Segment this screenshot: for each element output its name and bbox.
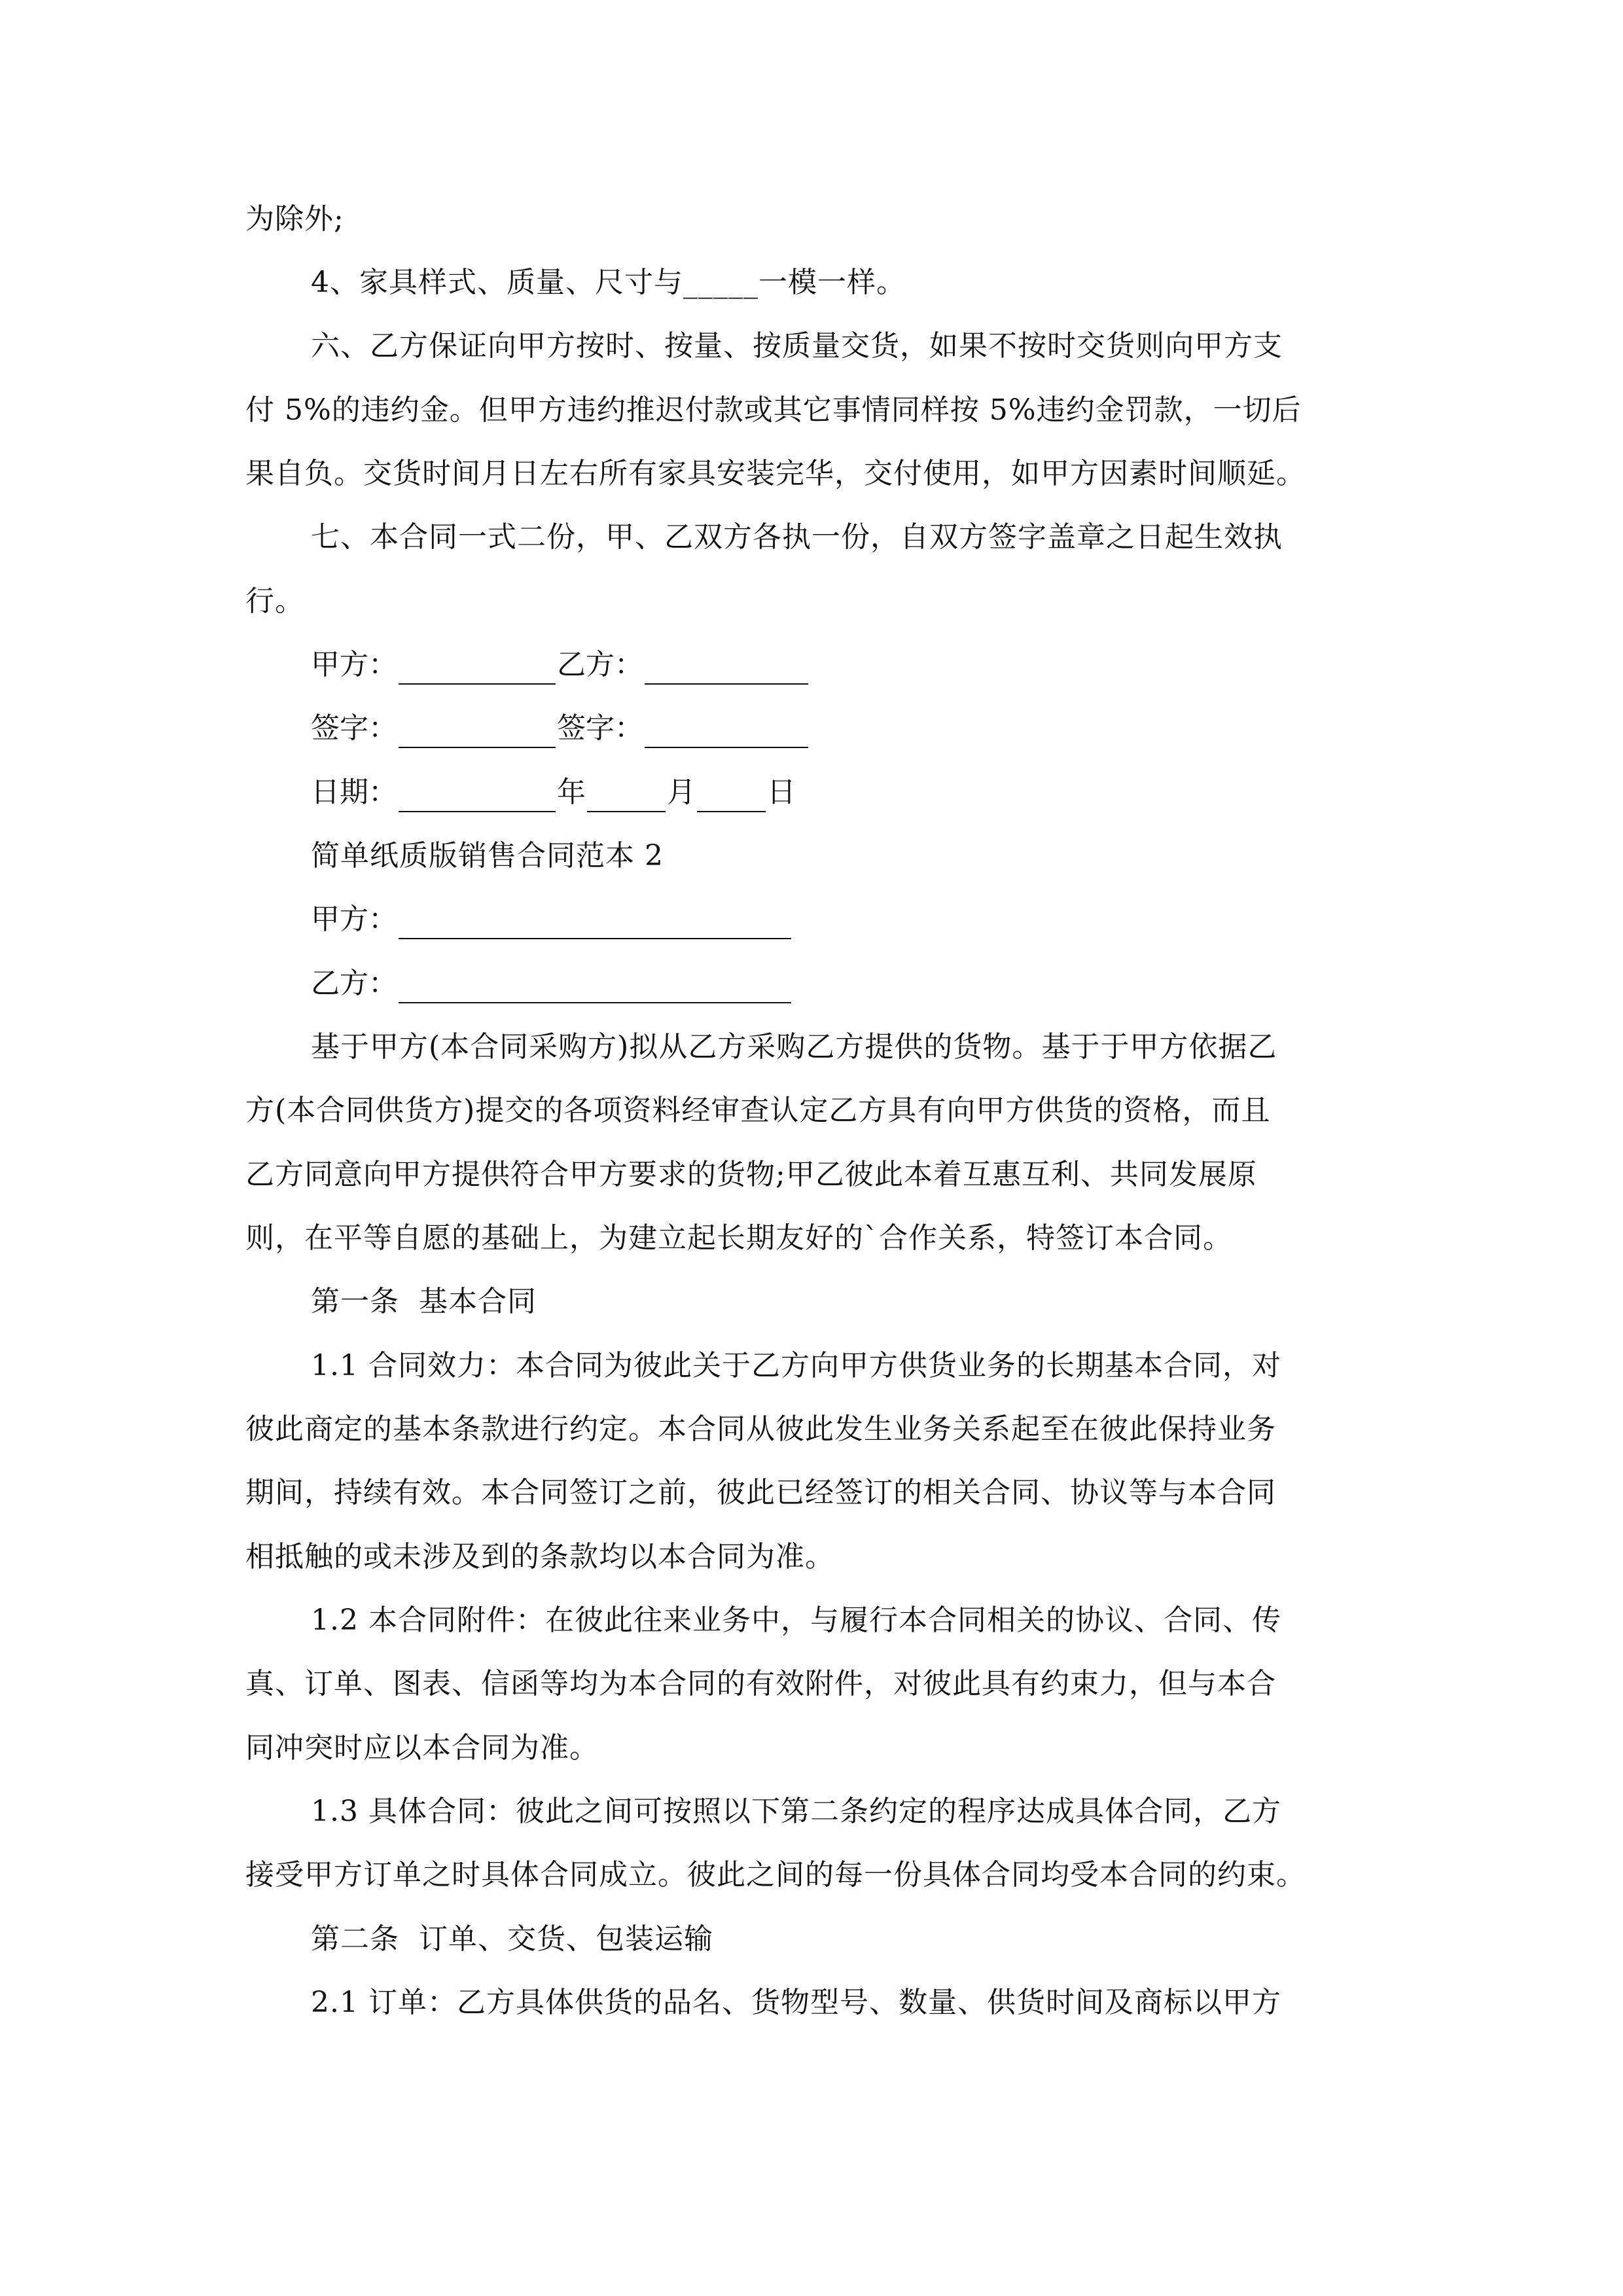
text-line: 方(本合同供货方)提交的各项资料经审查认定乙方具有向甲方供货的资格，而且 bbox=[245, 1094, 1271, 1127]
text-line: 基于甲方(本合同采购方)拟从乙方采购乙方提供的货物。基于于甲方依据乙 bbox=[311, 1030, 1277, 1064]
contract2-party-a-label: 甲方： bbox=[311, 903, 397, 936]
party-b-blank bbox=[645, 655, 808, 685]
month-label: 月 bbox=[667, 776, 696, 809]
contract2-party-b-blank bbox=[399, 973, 791, 1003]
date-row bbox=[311, 773, 796, 812]
text-line: 接受甲方订单之时具体合同成立。彼此之间的每一份具体合同均受本合同的约束。 bbox=[245, 1858, 1306, 1892]
sign-label-b: 签字： bbox=[557, 711, 643, 745]
text-line: 为除外; bbox=[245, 202, 344, 236]
text-line: 乙方同意向甲方提供符合甲方要求的货物;甲乙彼此本着互惠互利、共同发展原 bbox=[245, 1158, 1257, 1191]
text-line: 六、乙方保证向甲方按时、按量、按质量交货，如果不按时交货则向甲方支 bbox=[311, 329, 1283, 363]
party-a-blank bbox=[399, 655, 556, 685]
text-line: 1.3 具体合同：彼此之间可按照以下第二条约定的程序达成具体合同，乙方 bbox=[311, 1795, 1281, 1828]
contract2-party-a-row bbox=[311, 900, 793, 939]
month-blank bbox=[587, 782, 666, 812]
party-a-label: 甲方： bbox=[311, 648, 397, 681]
text-line: 1.2 本合同附件：在彼此往来业务中，与履行本合同相关的协议、合同、传 bbox=[311, 1604, 1281, 1637]
text-line: 付 5%的违约金。但甲方违约推迟付款或其它事情同样按 5%违约金罚款，一切后 bbox=[245, 393, 1302, 427]
section-heading: 第二条 订单、交货、包装运输 bbox=[311, 1922, 713, 1956]
year-blank bbox=[399, 782, 556, 812]
section-heading: 第一条 基本合同 bbox=[311, 1285, 537, 1318]
contract2-party-b-label: 乙方： bbox=[311, 967, 397, 1000]
party-row bbox=[311, 645, 810, 685]
party-b-label: 乙方： bbox=[557, 648, 643, 681]
contract2-party-a-blank bbox=[399, 909, 791, 939]
text-line: 1.1 合同效力：本合同为彼此关于乙方向甲方供货业务的长期基本合同，对 bbox=[311, 1349, 1281, 1382]
day-blank bbox=[697, 782, 766, 812]
text-line: 4、家具样式、质量、尺寸与_____一模一样。 bbox=[311, 266, 906, 299]
text-line: 七、本合同一式二份，甲、乙双方各执一份，自双方签字盖章之日起生效执 bbox=[311, 520, 1283, 554]
text-line: 果自负。交货时间月日左右所有家具安装完华，交付使用，如甲方因素时间顺延。 bbox=[245, 457, 1306, 490]
sign-b-blank bbox=[645, 718, 808, 748]
text-line: 同冲突时应以本合同为准。 bbox=[245, 1731, 599, 1765]
day-label: 日 bbox=[767, 776, 796, 809]
sign-label-a: 签字： bbox=[311, 711, 397, 745]
text-line: 行。 bbox=[245, 584, 304, 618]
contract2-party-b-row bbox=[311, 964, 793, 1003]
text-line: 2.1 订单：乙方具体供货的品名、货物型号、数量、供货时间及商标以甲方 bbox=[311, 1986, 1281, 2019]
sign-row bbox=[311, 709, 810, 748]
contract-title: 简单纸质版销售合同范本 2 bbox=[311, 839, 664, 872]
year-label: 年 bbox=[557, 776, 586, 809]
sign-a-blank bbox=[399, 718, 556, 748]
text-line: 期间，持续有效。本合同签订之前，彼此已经签订的相关合同、协议等与本合同 bbox=[245, 1476, 1276, 1509]
text-line: 则，在平等自愿的基础上，为建立起长期友好的`合作关系，特签订本合同。 bbox=[245, 1221, 1232, 1255]
text-line: 彼此商定的基本条款进行约定。本合同从彼此发生业务关系起至在彼此保持业务 bbox=[245, 1412, 1276, 1446]
text-line: 真、订单、图表、信函等均为本合同的有效附件，对彼此具有约束力，但与本合 bbox=[245, 1667, 1276, 1700]
text-line: 相抵触的或未涉及到的条款均以本合同为准。 bbox=[245, 1540, 834, 1573]
date-label: 日期： bbox=[311, 776, 397, 809]
